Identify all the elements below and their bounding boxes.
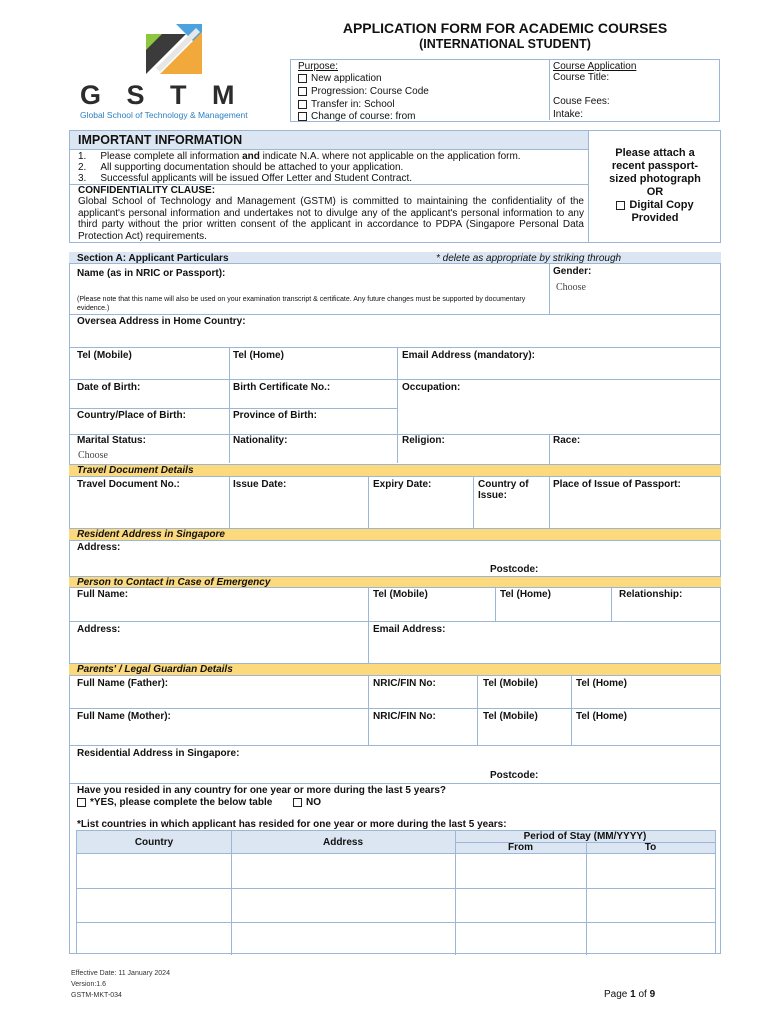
occupation-label: Occupation: [402, 382, 461, 393]
emergency-address-label: Address: [77, 624, 121, 635]
mother-name-label: Full Name (Mother): [77, 711, 171, 722]
travel-heading: Travel Document Details [69, 464, 721, 477]
purpose-box [290, 59, 720, 122]
birth-cert-label: Birth Certificate No.: [233, 382, 331, 393]
checkbox-icon[interactable] [298, 100, 307, 109]
issue-date-label: Issue Date: [233, 479, 287, 490]
expiry-date-label: Expiry Date: [373, 479, 432, 490]
purpose-option-change[interactable]: Change of course: from [298, 111, 416, 122]
checkbox-icon[interactable] [298, 112, 307, 121]
section-a-note: * delete as appropriate by striking through [436, 253, 622, 264]
tel-mobile-label: Tel (Mobile) [77, 350, 132, 361]
name-label: Name (as in NRIC or Passport): [77, 268, 226, 279]
father-name-label: Full Name (Father): [77, 678, 169, 689]
marital-select[interactable]: Choose [78, 450, 108, 461]
col-country: Country [134, 837, 174, 848]
col-period: Period of Stay (MM/YYYY) [523, 831, 647, 842]
section-a-heading: Section A: Applicant Particulars [77, 253, 229, 264]
dob-label: Date of Birth: [77, 382, 141, 393]
name-note: (Please note that this name will also be used on your examination transcript & certificate. Any future changes must be supported by documentary evidence.) [77, 296, 526, 312]
logo-tagline: Global School of Technology & Management [80, 110, 248, 120]
purpose-option-transfer[interactable]: Transfer in: School [298, 99, 395, 110]
emergency-email-label: Email Address: [373, 624, 446, 635]
emergency-tel-home-label: Tel (Home) [500, 589, 551, 600]
resident-postcode-label: Postcode: [490, 564, 539, 575]
checkbox-icon[interactable] [616, 201, 625, 210]
father-tel-home-label: Tel (Home) [576, 678, 627, 689]
col-to: To [644, 842, 657, 853]
emergency-tel-mobile-label: Tel (Mobile) [373, 589, 428, 600]
nationality-label: Nationality: [233, 435, 288, 446]
col-from: From [508, 842, 533, 853]
mother-tel-home-label: Tel (Home) [576, 711, 627, 722]
parents-postcode-label: Postcode: [490, 770, 539, 781]
footer-version: Version:1.6 [71, 981, 107, 988]
important-item: 2. All supporting documentation should be attached to your application. [78, 162, 404, 173]
checkbox-icon[interactable] [298, 74, 307, 83]
marital-label: Marital Status: [77, 435, 146, 446]
important-item: 3. Successful applicants will be issued Offer Letter and Student Contract. [78, 173, 412, 184]
emergency-heading: Person to Contact in Case of Emergency [69, 576, 721, 588]
checkbox-icon[interactable] [298, 87, 307, 96]
father-tel-mobile-label: Tel (Mobile) [483, 678, 538, 689]
col-address: Address [322, 837, 363, 848]
race-label: Race: [553, 435, 581, 446]
residency-yes-option[interactable]: *YES, please complete the below table [77, 797, 272, 808]
residency-question: Have you resided in any country for one year or more during the last 5 years? [77, 785, 446, 796]
important-item: 1. Please complete all information and indicate N.A. where not applicable on the application form. [78, 151, 521, 162]
course-fees-label: Couse Fees: [553, 96, 610, 107]
email-label: Email Address (mandatory): [402, 350, 535, 361]
country-issue-label: Country of Issue: [478, 479, 529, 501]
page-number: Page 1 of 9 [604, 989, 656, 1000]
resident-heading: Resident Address in Singapore [69, 528, 721, 541]
page-title: APPLICATION FORM FOR ACADEMIC COURSES [342, 20, 668, 36]
photo-instruction: Please attach a recent passport- sized photograph OR Digital Copy Provided [609, 147, 701, 224]
important-heading: IMPORTANT INFORMATION [78, 133, 243, 147]
footer-code: GSTM-MKT-034 [71, 992, 122, 999]
travel-doc-no-label: Travel Document No.: [77, 479, 180, 490]
parents-heading: Parents' / Legal Guardian Details [69, 663, 721, 676]
country-birth-label: Country/Place of Birth: [77, 410, 186, 421]
father-nric-label: NRIC/FIN No: [373, 678, 436, 689]
intake-label: Intake: [553, 109, 584, 120]
purpose-option-new[interactable]: New application [298, 73, 382, 84]
relationship-label: Relationship: [619, 589, 683, 600]
tel-home-label: Tel (Home) [233, 350, 284, 361]
residency-list-label: *List countries in which applicant has resided for one year or more during the last 5 years: [77, 819, 507, 830]
mother-tel-mobile-label: Tel (Mobile) [483, 711, 538, 722]
important-info-box [69, 130, 721, 243]
gstm-logo [78, 18, 274, 122]
province-birth-label: Province of Birth: [233, 410, 317, 421]
resident-address-label: Address: [77, 542, 121, 553]
place-issue-label: Place of Issue of Passport: [553, 479, 681, 490]
parents-res-address-label: Residential Address in Singapore: [77, 748, 240, 759]
mother-nric-label: NRIC/FIN No: [373, 711, 436, 722]
purpose-option-progression[interactable]: Progression: Course Code [298, 86, 429, 97]
emergency-name-label: Full Name: [77, 589, 129, 600]
logo-text: G S T M [80, 80, 244, 110]
gender-select[interactable]: Choose [556, 282, 586, 293]
gender-label: Gender: [553, 266, 592, 277]
course-application-heading: Course Application [553, 61, 637, 72]
page-subtitle: (INTERNATIONAL STUDENT) [419, 37, 591, 51]
residency-no-option[interactable]: NO [293, 797, 321, 808]
religion-label: Religion: [402, 435, 445, 446]
confidentiality-heading: CONFIDENTIALITY CLAUSE: [78, 185, 216, 196]
oversea-address-label: Oversea Address in Home Country: [77, 316, 246, 327]
course-title-label: Course Title: [553, 72, 610, 83]
checkbox-icon[interactable] [293, 798, 302, 807]
residency-table [76, 830, 716, 954]
confidentiality-text: Global School of Technology and Management (GSTM) is committed to maintaining the confidentiality of the applicant's personal information and undertakes not to divulge any of the applicant's personal information to any third party without the prior written consent of the applicant in accordance to PDPA (Singapore Personal Data Protection Act) requirements. [78, 196, 584, 242]
purpose-heading: Purpose: [298, 61, 339, 72]
checkbox-icon[interactable] [77, 798, 86, 807]
logo-mark-icon [142, 20, 232, 80]
footer-effective-date: Effective Date: 11 January 2024 [71, 970, 170, 977]
